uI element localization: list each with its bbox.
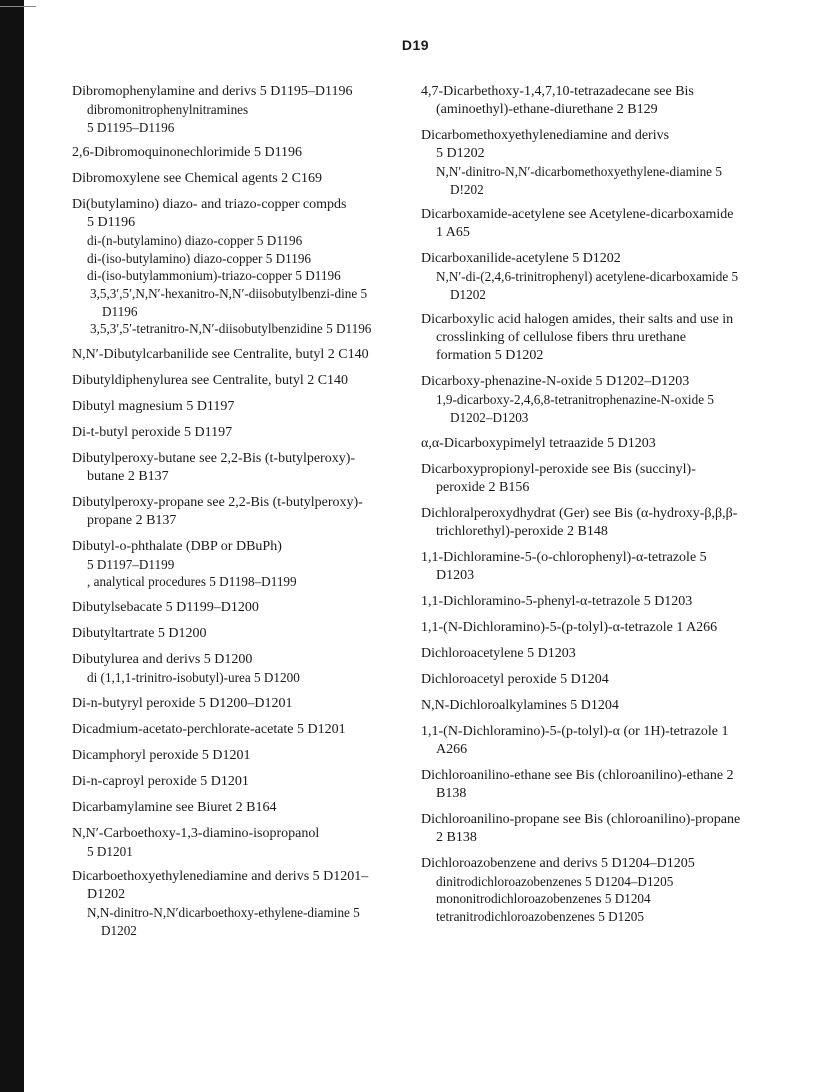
entry-reference: 5 D1196 (87, 215, 136, 231)
index-entry (421, 671, 741, 689)
entry-subitem: di-(iso-butylamino) diazo-copper 5 D1196 (87, 250, 312, 266)
entry-heading: Dicarbomethoxyethylenediamine and derivs (421, 128, 670, 143)
entry-subitem: 1,9-dicarboxy-2,4,6,8-tetranitrophenazine-N-oxide 5 D1202–D1203 (436, 392, 714, 425)
index-entry (72, 625, 392, 643)
index-entry (72, 538, 392, 591)
entry-heading: Dibutylperoxy-propane see 2,2-Bis (t-butylperoxy)-propane 2 B137 (72, 494, 363, 528)
index-entry (421, 593, 741, 611)
index-entry (72, 494, 392, 530)
index-entry (421, 645, 741, 663)
entry-heading: Dicamphoryl peroxide 5 D1201 (72, 747, 251, 763)
page-header: D19 (401, 37, 430, 53)
index-entry (72, 372, 392, 390)
entry-heading: Dichloroazobenzene and derivs 5 D1204–D1205 (421, 855, 695, 871)
index-entry (72, 196, 392, 338)
entry-heading: Dibromophenylamine and derivs 5 D1195–D1196 (72, 84, 353, 99)
entry-heading: Dibutyl magnesium 5 D1197 (72, 398, 235, 414)
entry-subitem: tetranitrodichloroazobenzenes 5 D1205 (436, 908, 644, 924)
index-entry (421, 697, 741, 715)
entry-heading: N,N-Dichloroalkylamines 5 D1204 (421, 697, 619, 713)
entry-subitem: N,N′-di-(2,4,6-trinitrophenyl) acetylene-dicarboxamide 5 D1202 (436, 269, 739, 302)
index-entry (72, 651, 392, 687)
scan-mark (0, 6, 36, 7)
index-entry (421, 435, 741, 453)
index-entry (421, 127, 741, 198)
index-entry (72, 450, 392, 486)
left-column (72, 83, 392, 947)
entry-heading: Di-n-butyryl peroxide 5 D1200–D1201 (72, 695, 293, 711)
index-entry (421, 723, 741, 759)
index-entry (72, 747, 392, 765)
index-entry (421, 311, 741, 365)
entry-subitem: di (1,1,1-trinitro-isobutyl)-urea 5 D1200 (87, 669, 300, 685)
entry-reference: 5 D1202 (436, 146, 485, 161)
entry-heading: 4,7-Dicarbethoxy-1,4,7,10-tetrazadecane see Bis (aminoethyl)-ethane-diurethane 2 B129 (421, 84, 694, 117)
entry-heading: 2,6-Dibromoquinonechlorimide 5 D1196 (72, 145, 303, 161)
index-entry (72, 170, 392, 188)
entry-heading: Dibutyltartrate 5 D1200 (72, 625, 207, 641)
index-entry (421, 461, 741, 497)
entry-heading: 1,1-Dichloramino-5-phenyl-α-tetrazole 5 D1203 (421, 593, 693, 609)
index-entry (72, 83, 392, 136)
index-entry (72, 599, 392, 617)
index-entry (421, 505, 741, 541)
entry-subitem: mononitrodichloroazobenzenes 5 D1204 (436, 891, 651, 907)
entry-heading: Di(butylamino) diazo- and triazo-copper compds (72, 197, 347, 213)
index-entry (421, 250, 741, 303)
entry-heading: N,N′-Carboethoxy-1,3-diamino-isopropanol (72, 825, 320, 841)
index-entry (72, 424, 392, 442)
index-entry (421, 206, 741, 242)
entry-heading: Dichloroanilino-propane see Bis (chloroanilino)-propane 2 B138 (421, 811, 741, 845)
index-entry (72, 799, 392, 817)
index-entry (421, 767, 741, 803)
entry-heading: 1,1-(N-Dichloramino)-5-(p-tolyl)-α (or 1H)-tetrazole 1 A266 (421, 723, 729, 757)
entry-heading: Di-n-caproyl peroxide 5 D1201 (72, 773, 249, 789)
entry-heading: Dibutylsebacate 5 D1199–D1200 (72, 599, 259, 615)
entry-subitem: 3,5,3′,5′-tetranitro-N,N′-diisobutylbenzidine 5 D1196 (90, 321, 372, 337)
entry-subitem: dibromonitrophenylnitramines (87, 102, 249, 117)
index-entry (72, 825, 392, 861)
entry-subitem: 5 D1201 (87, 843, 133, 859)
index-entry (72, 398, 392, 416)
entry-heading: Dicarboxamide-acetylene see Acetylene-dicarboxamide 1 A65 (421, 207, 734, 241)
index-entry (72, 773, 392, 791)
entry-heading: Dibutylperoxy-butane see 2,2-Bis (t-butylperoxy)-butane 2 B137 (72, 450, 356, 484)
scan-edge-bar (0, 0, 24, 1092)
entry-subitem: 5 D1197–D1199 (87, 556, 175, 572)
entry-heading: 1,1-(N-Dichloramino)-5-(p-tolyl)-α-tetrazole 1 A266 (421, 619, 718, 635)
index-entry (421, 811, 741, 847)
entry-heading: Di-t-butyl peroxide 5 D1197 (72, 424, 233, 440)
entry-subitem: N,N-dinitro-N,N′dicarboethoxy-ethylene-diamine 5 D1202 (87, 905, 360, 938)
entry-heading: Dicarboxy-phenazine-N-oxide 5 D1202–D1203 (421, 374, 690, 390)
entry-heading: Dibutyldiphenylurea see Centralite, butyl 2 C140 (72, 372, 349, 388)
index-entry (72, 721, 392, 739)
index-entry (72, 695, 392, 713)
entry-heading: Dibutyl-o-phthalate (DBP or DBuPh) (72, 538, 282, 554)
entry-heading: 1,1-Dichloramine-5-(o-chlorophenyl)-α-tetrazole 5 D1203 (421, 549, 707, 583)
index-entry (421, 83, 741, 119)
index-entry (421, 855, 741, 926)
entry-heading: Dichloroanilino-ethane see Bis (chloroanilino)-ethane 2 B138 (421, 767, 734, 801)
index-entry (72, 144, 392, 162)
entry-heading: Dichloroacetyl peroxide 5 D1204 (421, 671, 609, 687)
entry-heading: Dicarbamylamine see Biuret 2 B164 (72, 799, 277, 815)
entry-subitem: N,N′-dinitro-N,N′-dicarbomethoxyethylene-diamine 5 D!202 (436, 164, 722, 197)
index-entry (72, 868, 392, 939)
entry-heading: Dibutylurea and derivs 5 D1200 (72, 651, 253, 667)
entry-heading: N,N′-Dibutylcarbanilide see Centralite, butyl 2 C140 (72, 346, 369, 362)
right-column (421, 83, 741, 933)
entry-subitem: 5 D1195–D1196 (87, 119, 175, 135)
entry-subitem: di-(n-butylamino) diazo-copper 5 D1196 (87, 233, 303, 249)
index-entry (421, 619, 741, 637)
index-entry (421, 549, 741, 585)
entry-heading: Dichloroacetylene 5 D1203 (421, 645, 576, 661)
index-entry (72, 346, 392, 364)
entry-heading: Dicarboxanilide-acetylene 5 D1202 (421, 251, 621, 267)
entry-heading: Dicarboethoxyethylenediamine and derivs 5 D1201–D1202 (72, 869, 369, 903)
entry-heading: Dicarboxypropionyl-peroxide see Bis (succinyl)-peroxide 2 B156 (421, 461, 696, 495)
entry-subitem: di-(iso-butylammonium)-triazo-copper 5 D1196 (87, 268, 341, 284)
index-entry (421, 373, 741, 426)
entry-subitem: 3,5,3′,5′,N,N′-hexanitro-N,N′-diisobutylbenzi-dine 5 D1196 (90, 285, 368, 319)
entry-heading: α,α-Dicarboxypimelyl tetraazide 5 D1203 (421, 435, 656, 451)
entry-heading: Dicadmium-acetato-perchlorate-acetate 5 D1201 (72, 721, 346, 737)
entry-heading: Dibromoxylene see Chemical agents 2 C169 (72, 171, 322, 187)
entry-subitem: , analytical procedures 5 D1198–D1199 (87, 574, 297, 590)
entry-heading: Dichloralperoxydhydrat (Ger) see Bis (α-hydroxy-β,β,β-trichlorethyl)-peroxide 2 B148 (421, 505, 738, 539)
entry-heading: Dicarboxylic acid halogen amides, their salts and use in crosslinking of cellulose fibers thru urethane formation 5 D1202 (421, 312, 734, 364)
entry-subitem: dinitrodichloroazobenzenes 5 D1204–D1205 (436, 873, 674, 889)
